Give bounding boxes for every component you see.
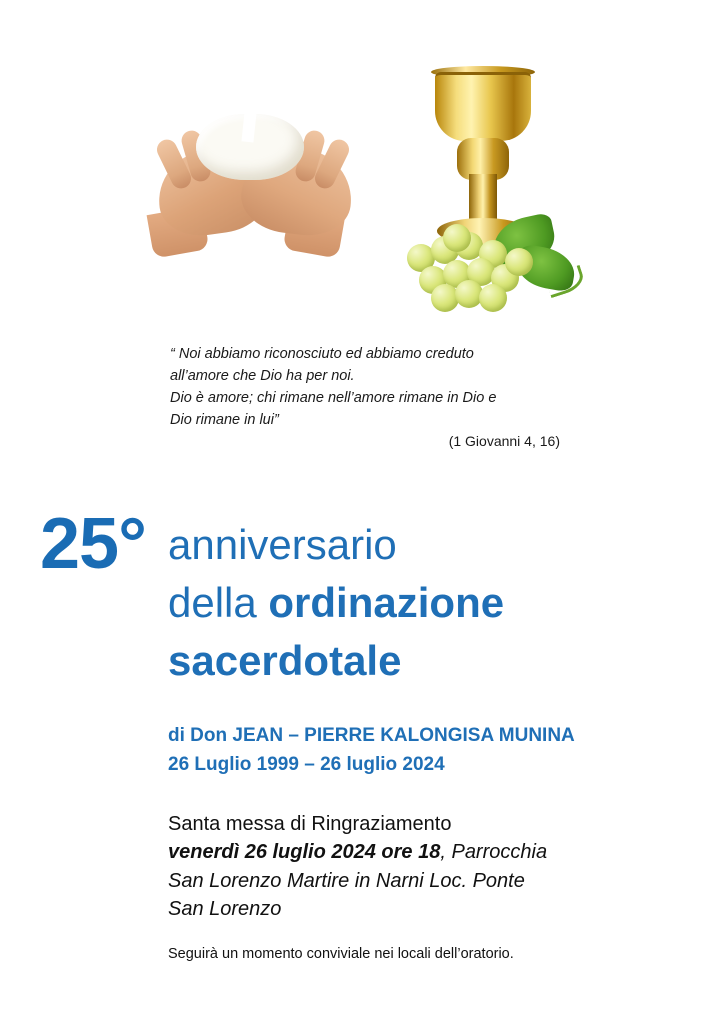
headline-della: della [168, 579, 269, 626]
headline-line-3: sacerdotale [168, 637, 402, 684]
event-venue-line-2: San Lorenzo Martire in Narni Loc. Ponte [168, 869, 525, 892]
celebrant-dates: 26 Luglio 1999 – 26 luglio 2024 [168, 753, 445, 775]
quote-line-2: all’amore che Dio ha per noi. [170, 368, 355, 385]
grape [479, 284, 507, 312]
quote-line-1: “ Noi abbiamo riconosciuto ed abbiamo creduto [170, 346, 474, 362]
event-mass-title: Santa messa di Ringraziamento [168, 813, 452, 835]
event-venue-line-3: San Lorenzo [168, 898, 282, 921]
event-venue-part: , Parrocchia [440, 841, 548, 864]
grape-bunch [397, 210, 547, 306]
headline-line-1: anniversario [168, 521, 397, 568]
grape [505, 248, 533, 276]
event-datetime-line [168, 838, 688, 866]
headline-line-2 [168, 579, 505, 626]
event-details [168, 810, 688, 924]
grape [443, 224, 471, 252]
quote-line-4: Dio rimane in lui” [170, 412, 279, 429]
event-datetime: venerdì 26 luglio 2024 ore 18 [168, 841, 441, 864]
event-footnote: Seguirà un momento conviviale nei locali dell’oratorio. [168, 946, 514, 962]
celebrant-block [168, 722, 708, 779]
chalice-cup [435, 72, 531, 141]
celebrant-name: di Don JEAN – PIERRE KALONGISA MUNINA [168, 725, 575, 746]
chalice-and-grapes-image [395, 42, 585, 312]
anniversary-number: 25° [40, 504, 146, 584]
eucharistic-host [196, 114, 304, 180]
scripture-quote [170, 343, 590, 431]
quote-reference: (1 Giovanni 4, 16) [448, 433, 560, 449]
image-band [0, 28, 723, 298]
hands-holding-host-image [150, 98, 360, 248]
quote-line-3: Dio è amore; chi rimane nell’amore rimane in Dio e [170, 390, 497, 407]
headline-ordinazione: ordinazione [268, 579, 505, 626]
